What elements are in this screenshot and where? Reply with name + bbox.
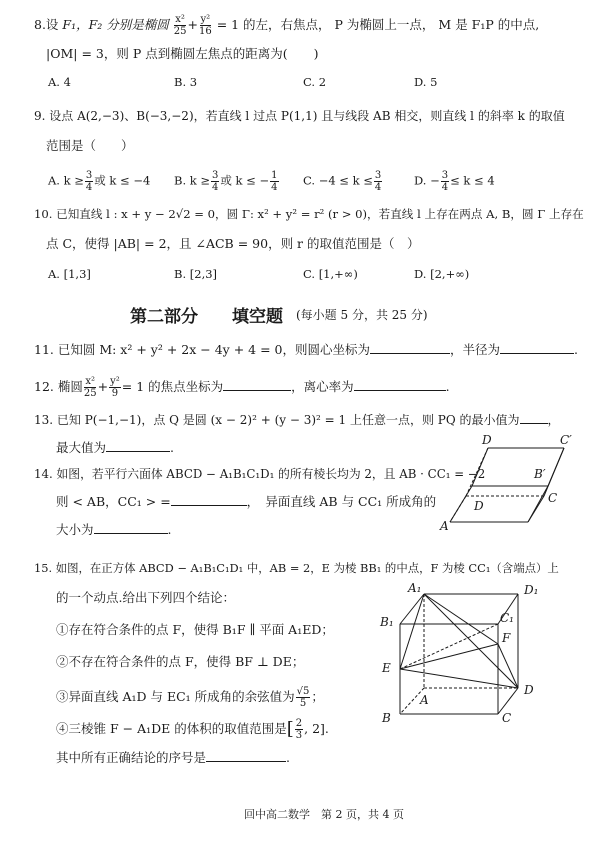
q11-line: 11. 已知圆 M: x² + y² + 2x − 4y + 4 = 0，则圆心坐标为 ，半径为 . <box>34 342 578 357</box>
q8-frac-x: $\frac{\text{x²}}{25}$ <box>173 14 187 37</box>
edge-right-back <box>544 448 564 496</box>
q10-option-d: D. [2,+∞) <box>414 267 470 281</box>
segment-e-c1 <box>400 624 498 669</box>
q8-text-d: P 为椭圆上一点， <box>334 17 435 32</box>
section-title: 第二部分 填空题 <box>130 307 283 327</box>
fig15-label-e: E <box>382 661 391 675</box>
q14-angle-label: 则 < AB，CC₁ > = <box>56 494 171 509</box>
q11-mid: ，半径为 <box>449 342 500 357</box>
q14-skew-label: ， 异面直线 AB 与 CC₁ 所成角的 <box>246 494 437 509</box>
q9-line2: 范围是（ ） <box>46 138 134 153</box>
q15-conclusion-1: ①存在符合条件的点 F，使得 B₁F ∥ 平面 A₁ED； <box>56 622 334 637</box>
q8-text-e: M 是 F₁P 的中点, <box>438 17 540 32</box>
q10-option-a: A. [1,3] <box>48 267 91 281</box>
q9-option-c: C. −4 ≤ k ≤ $\frac{3}{4}$ <box>303 170 382 193</box>
q15-line2: 的一个动点.给出下列四个结论： <box>56 590 235 605</box>
q15-line1: 15. 如图，在正方体 ABCD − A₁B₁C₁D₁ 中，AB = 2，E 为棱 BB₁ 的中点，F 为棱 CC₁（含端点）上 <box>34 561 559 575</box>
q10-option-b: B. [2,3] <box>174 267 218 281</box>
q8-option-c: C. 2 <box>303 75 327 89</box>
q15-conclusion-3: ③异面直线 A₁D 与 EC₁ 所成角的余弦值为 $\frac{√5}{5}$ ； <box>56 686 324 709</box>
segment-e-f <box>400 644 498 669</box>
q9-line1: 9. 设点 A(2,−3)、B(−3,−2)，若直线 l 过点 P(1,1) 且与线段 AB 相交，则直线 l 的斜率 k 的取值 <box>34 109 565 123</box>
q13-blank-min[interactable] <box>520 412 548 424</box>
fig14-label-dbot: D <box>474 499 484 513</box>
q13-line1: 13. 已知 P(−1,−1)，点 Q 是圆 (x − 2)² + (y − 3)² = 1 上任意一点，则 PQ 的最小值为 ， <box>34 413 560 427</box>
q8-num: 8.设 <box>34 17 59 32</box>
q10-option-c: C. [1,+∞) <box>303 267 358 281</box>
q9-option-d: D. − $\frac{3}{4}$ ≤ k ≤ 4 <box>414 170 495 193</box>
q13-max-label: 最大值为 <box>56 440 107 455</box>
section-note: (每小题 5 分，共 25 分) <box>296 308 428 322</box>
segment-f-d <box>498 644 518 688</box>
q12-blank-eccentricity[interactable] <box>354 379 446 391</box>
fig14-label-c1: C′ <box>560 433 572 447</box>
edge-a1-b1 <box>400 594 424 624</box>
fig15-label-b: B <box>382 711 391 724</box>
q11-blank-center[interactable] <box>370 342 450 354</box>
q12-question: 12. 椭圆 <box>34 379 83 394</box>
q8-option-d: D. 5 <box>414 75 438 89</box>
q11-question: 11. 已知圆 M: x² + y² + 2x − 4y + 4 = 0，则圆心坐标为 <box>34 342 370 357</box>
fig14-label-a: A <box>440 519 449 533</box>
q8-text-a: F₁，F₂ 分别是椭圆 <box>62 17 169 32</box>
q14-blank-size[interactable] <box>94 522 168 534</box>
q15-cube-figure <box>376 580 558 724</box>
q13-question: 13. 已知 P(−1,−1)，点 Q 是圆 (x − 2)² + (y − 3)² = 1 上任意一点，则 PQ 的最小值为 <box>34 413 520 427</box>
q8-option-a: A. 4 <box>48 75 71 89</box>
segment-a1-e <box>400 594 424 669</box>
q15-ask-text: 其中所有正确结论的序号是 <box>56 750 207 765</box>
segment-a1-f <box>424 594 498 644</box>
q13-line2: 最大值为 . <box>56 440 174 455</box>
q15-blank-answer[interactable] <box>206 750 286 762</box>
fig15-label-a: A <box>420 693 429 707</box>
fig15-label-c1: C₁ <box>500 611 514 625</box>
q14-line3: 大小为 . <box>56 522 172 537</box>
q15-conclusion-2: ②不存在符合条件的点 F，使得 BF ⊥ DE； <box>56 654 305 669</box>
q12-line: 12. 椭圆 $\frac{\text{x²}}{25}$ + $\frac{\text{y²}}{9}$ = 1 的焦点坐标为 ，离心率为 . <box>34 376 450 399</box>
edge-left-front <box>450 486 472 522</box>
q8-question: |OM| = 3，则 P 点到椭圆左焦点的距离为( <box>46 46 288 61</box>
q8-frac-y: $\frac{\text{y²}}{16}$ <box>198 14 212 37</box>
q8-option-b: B. 3 <box>174 75 198 89</box>
fig15-label-a1: A₁ <box>408 581 422 595</box>
q12-mid: = 1 的焦点坐标为 <box>121 379 224 394</box>
q12-mid2: ，离心率为 <box>291 379 354 394</box>
q13-blank-max[interactable] <box>106 440 170 452</box>
fig14-label-d: D <box>482 433 492 447</box>
q8-text-c: = 1 的左，右焦点， <box>216 17 331 32</box>
page-footer: 回中高二数学 第 2 页，共 4 页 <box>244 808 404 821</box>
fig15-label-f: F <box>502 631 511 645</box>
fig14-label-c: C <box>548 491 558 505</box>
edge-left-back-hidden <box>466 448 488 496</box>
q11-blank-radius[interactable] <box>500 342 574 354</box>
q12-blank-foci[interactable] <box>223 379 291 391</box>
fig14-label-b1: B′ <box>534 467 546 481</box>
q14-line1: 14. 如图，若平行六面体 ABCD − A₁B₁C₁D₁ 的所有棱长均为 2，且 AB · CC₁ = −2 <box>34 467 486 481</box>
q14-blank-angle[interactable] <box>171 494 247 506</box>
q15-ask: 其中所有正确结论的序号是 . <box>56 750 290 765</box>
edge-bottom-right <box>528 496 544 522</box>
fig15-label-c: C <box>502 711 512 724</box>
q8-line2: |OM| = 3，则 P 点到椭圆左焦点的距离为( ) <box>46 46 319 61</box>
q14-line2 <box>56 494 436 510</box>
fig15-label-b1: B₁ <box>380 615 394 629</box>
q10-line2: 点 C，使得 |AB| = 2，且 ∠ACB = 90，则 r 的取值范围是（ ） <box>46 236 420 251</box>
q8-line1: 8.设 F₁，F₂ 分别是椭圆 $\frac{\text{x²}}{25}$ + $\frac{\text{y²}}{16}$ = 1 的左，右焦点， P 为椭圆上一点， M 是 F₁P 的中点, <box>34 14 540 37</box>
fig15-label-d1: D₁ <box>524 583 539 597</box>
fig15-label-d: D <box>524 683 534 697</box>
q9-option-b: B. k ≥ $\frac{3}{4}$ 或 k ≤ − $\frac{1}{4}$ <box>174 170 278 193</box>
segment-e-d <box>400 669 518 688</box>
q9-option-a: A. k ≥ $\frac{3}{4}$ 或 k ≤ −4 <box>48 170 151 193</box>
q15-conclusion-4: ④三棱锥 F − A₁DE 的体积的取值范围是[ $\frac{2}{3}$ , 2]. <box>56 718 329 741</box>
q10-line1: 10. 已知直线 l : x + y − 2√2 = 0，圆 Γ: x² + y² = r² (r > 0)，若直线 l 上存在两点 A, B，圆 Γ 上存在 <box>34 207 584 221</box>
q14-size-label: 大小为 <box>56 522 94 537</box>
q14-parallelepiped-figure <box>436 430 584 534</box>
